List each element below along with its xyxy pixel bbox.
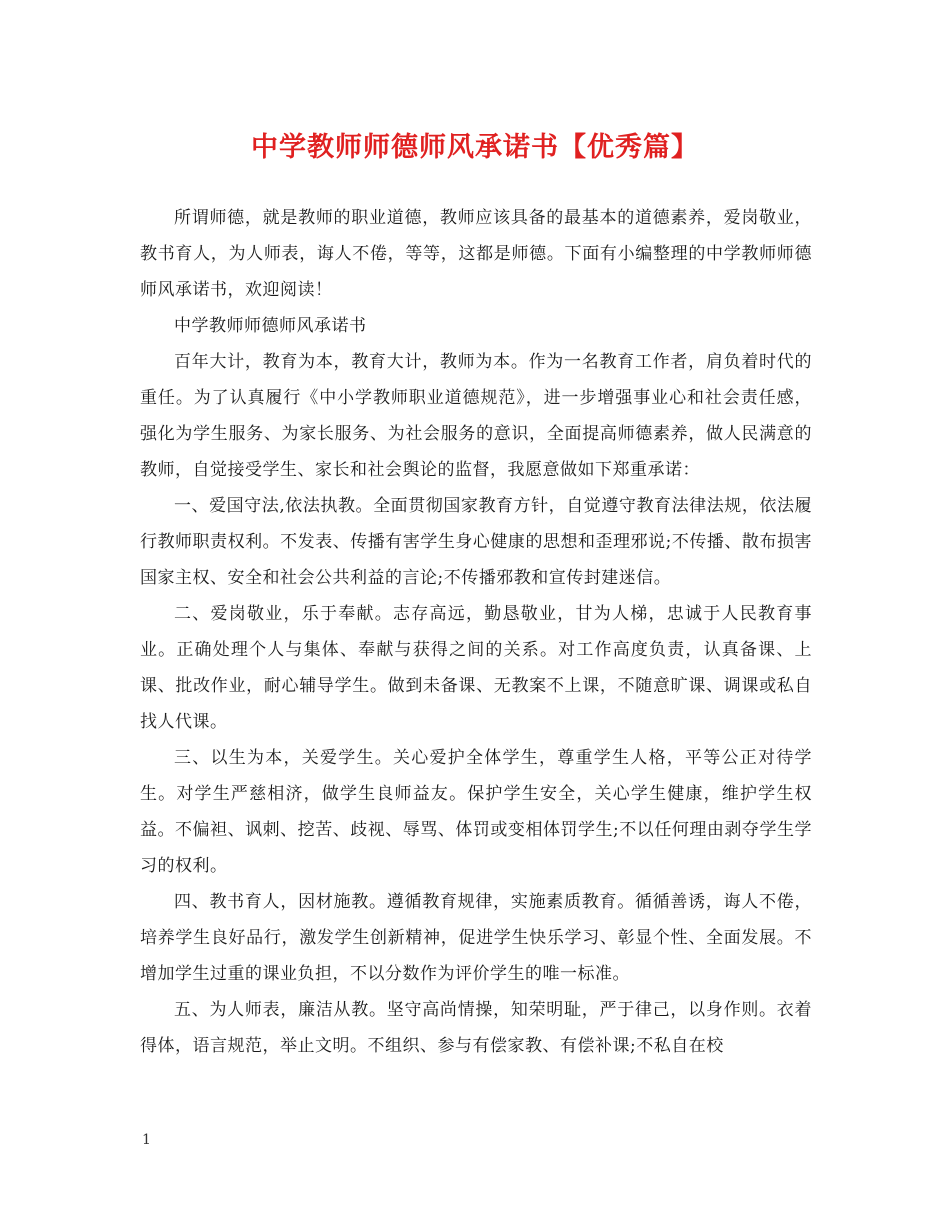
section-heading: 中学教师师德师风承诺书 <box>174 316 367 336</box>
preamble-paragraph: 百年大计，教育为本，教育大计，教师为本。作为一名教育工作者，肩负着时代的重任。为了认真履行《中小学教师职业道德规范》，进一步增强事业心和社会责任感，强化为学生服务、为家长服务、为社会服务的意识，全面提高师德素养，做人民满意的教师，自觉接受学生、家长和社会舆论的监督，我愿意做如下郑重承诺： <box>140 352 812 480</box>
commitment-paragraph-1: 一、爱国守法,依法执教。全面贯彻国家教育方针，自觉遵守教育法律法规，依法履行教师职责权利。不发表、传播有害学生身心健康的思想和歪理邪说;不传播、散布损害国家主权、安全和社会公共利益的言论;不传播邪教和宣传封建迷信。 <box>140 496 812 588</box>
page-number: 1 <box>142 1132 151 1148</box>
intro-paragraph: 所谓师德，就是教师的职业道德，教师应该具备的最基本的道德素养，爱岗敬业，教书育人，为人师表，诲人不倦，等等，这都是师德。下面有小编整理的中学教师师德师风承诺书，欢迎阅读！ <box>140 208 812 300</box>
commitment-paragraph-4: 四、教书育人，因材施教。遵循教育规律，实施素质教育。循循善诱，诲人不倦，培养学生良好品行，激发学生创新精神，促进学生快乐学习、彰显个性、全面发展。不增加学生过重的课业负担，不以分数作为评价学生的唯一标准。 <box>140 892 812 984</box>
document-title: 中学教师师德师风承诺书【优秀篇】 <box>251 132 699 163</box>
commitment-paragraph-2: 二、爱岗敬业，乐于奉献。志存高远，勤恳敬业，甘为人梯，忠诚于人民教育事业。正确处理个人与集体、奉献与获得之间的关系。对工作高度负责，认真备课、上课、批改作业，耐心辅导学生。做到未备课、无教案不上课，不随意旷课、调课或私自找人代课。 <box>140 604 812 732</box>
commitment-paragraph-3: 三、以生为本，关爱学生。关心爱护全体学生，尊重学生人格，平等公正对待学生。对学生严慈相济，做学生良师益友。保护学生安全，关心学生健康，维护学生权益。不偏袒、讽刺、挖苦、歧视、辱骂、体罚或变相体罚学生;不以任何理由剥夺学生学习的权利。 <box>140 748 812 876</box>
commitment-paragraph-5: 五、为人师表，廉洁从教。坚守高尚情操，知荣明耻，严于律己，以身作则。衣着得体，语言规范，举止文明。不组织、参与有偿家教、有偿补课;不私自在校 <box>140 1000 812 1056</box>
document-body <box>140 200 812 1064</box>
